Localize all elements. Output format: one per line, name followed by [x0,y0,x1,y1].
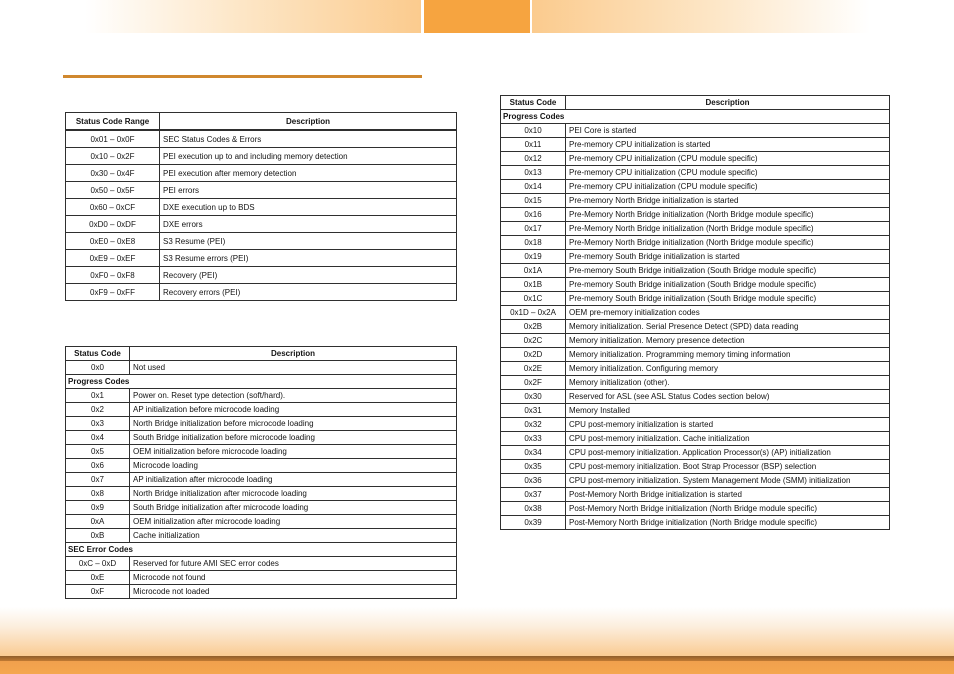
description-cell: Pre-memory CPU initialization is started [566,138,890,152]
table-header-row [66,113,457,131]
table-row [501,194,890,208]
column-header: Description [160,113,457,131]
description-cell: Recovery errors (PEI) [160,284,457,301]
table-row [501,124,890,138]
status-code-cell: 0x30 [501,390,566,404]
status-code-cell: 0xF9 – 0xFF [66,284,160,301]
column-header: Status Code [501,96,566,110]
table-row [66,515,457,529]
table-row [501,138,890,152]
table-header-row [66,347,457,361]
description-cell: CPU post-memory initialization. Application Processor(s) (AP) initialization [566,446,890,460]
table-row [66,148,457,165]
description-cell: North Bridge initialization before microcode loading [130,417,457,431]
table-row [501,432,890,446]
description-cell: Pre-memory South Bridge initialization (South Bridge module specific) [566,292,890,306]
status-code-cell: 0xE9 – 0xEF [66,250,160,267]
table-row [66,130,457,148]
header-banner-left-gradient [85,0,421,33]
description-cell: DXE errors [160,216,457,233]
description-cell: S3 Resume errors (PEI) [160,250,457,267]
table-row [501,460,890,474]
table-row [501,278,890,292]
description-cell: Memory initialization. Memory presence detection [566,334,890,348]
table-row [501,390,890,404]
status-code-cell: 0x17 [501,222,566,236]
description-cell: Memory initialization. Configuring memory [566,362,890,376]
table-row [66,445,457,459]
description-cell: Memory initialization. Programming memory timing information [566,348,890,362]
table-row [501,292,890,306]
table-row [66,571,457,585]
description-cell: Pre-memory South Bridge initialization (South Bridge module specific) [566,264,890,278]
description-cell: Reserved for ASL (see ASL Status Codes section below) [566,390,890,404]
table-row [501,334,890,348]
status-code-cell: 0xE [66,571,130,585]
status-code-cell: 0x4 [66,431,130,445]
status-code-cell: 0x3 [66,417,130,431]
status-code-cell: 0xC – 0xD [66,557,130,571]
status-code-cell: 0x14 [501,180,566,194]
table-row [501,418,890,432]
column-header: Status Code [66,347,130,361]
status-code-cell: 0x10 [501,124,566,138]
table-row [66,182,457,199]
section-label: SEC Error Codes [66,543,457,557]
status-code-cell: 0x18 [501,236,566,250]
section-row [66,543,457,557]
section-divider-rule [63,75,422,78]
table-row [501,376,890,390]
column-header: Description [566,96,890,110]
description-cell: Cache initialization [130,529,457,543]
table-row [501,348,890,362]
description-cell: Memory initialization. Serial Presence Detect (SPD) data reading [566,320,890,334]
description-cell: PEI execution after memory detection [160,165,457,182]
status-code-cell: 0x10 – 0x2F [66,148,160,165]
table-row [501,502,890,516]
table-row [66,585,457,599]
status-code-cell: 0x19 [501,250,566,264]
description-cell: S3 Resume (PEI) [160,233,457,250]
table-row [501,152,890,166]
status-code-cell: 0xF [66,585,130,599]
table-row [501,250,890,264]
status-code-cell: 0xF0 – 0xF8 [66,267,160,284]
section-row [501,110,890,124]
description-cell: AP initialization before microcode loading [130,403,457,417]
status-code-cell: 0x33 [501,432,566,446]
description-cell: Pre-Memory North Bridge initialization (North Bridge module specific) [566,222,890,236]
status-code-cell: 0x5 [66,445,130,459]
table-header-row [501,96,890,110]
sec-status-codes-table [65,346,457,599]
status-code-cell: 0x2D [501,348,566,362]
status-code-cell: 0x60 – 0xCF [66,199,160,216]
table-row [66,529,457,543]
table-row [66,284,457,301]
table-row [66,389,457,403]
description-cell: Reserved for future AMI SEC error codes [130,557,457,571]
description-cell: Pre-memory CPU initialization (CPU module specific) [566,152,890,166]
status-code-cell: 0x36 [501,474,566,488]
description-cell: OEM pre-memory initialization codes [566,306,890,320]
status-code-cell: 0x30 – 0x4F [66,165,160,182]
table-row [66,417,457,431]
table-row [66,267,457,284]
column-header: Description [130,347,457,361]
description-cell: Pre-memory South Bridge initialization (South Bridge module specific) [566,278,890,292]
description-cell: PEI errors [160,182,457,199]
status-code-cell: 0x37 [501,488,566,502]
table-row [501,446,890,460]
table-row [501,320,890,334]
status-code-cell: 0x2C [501,334,566,348]
table-row [66,165,457,182]
table-row [66,403,457,417]
status-code-cell: 0x2E [501,362,566,376]
status-code-cell: 0x16 [501,208,566,222]
table-row [66,557,457,571]
table-row [501,474,890,488]
description-cell: CPU post-memory initialization is started [566,418,890,432]
table-row [501,264,890,278]
footer-banner-gradient [0,607,954,656]
description-cell: PEI execution up to and including memory detection [160,148,457,165]
description-cell: Microcode loading [130,459,457,473]
description-cell: South Bridge initialization before microcode loading [130,431,457,445]
table-row [66,459,457,473]
description-cell: Microcode not found [130,571,457,585]
description-cell: CPU post-memory initialization. Cache initialization [566,432,890,446]
status-code-cell: 0x2F [501,376,566,390]
description-cell: SEC Status Codes & Errors [160,130,457,148]
description-cell: DXE execution up to BDS [160,199,457,216]
status-code-cell: 0x1A [501,264,566,278]
table-row [66,501,457,515]
description-cell: Post-Memory North Bridge initialization is started [566,488,890,502]
table-row [501,236,890,250]
status-code-range-table [65,112,457,301]
column-header: Status Code Range [66,113,160,131]
status-code-cell: 0x9 [66,501,130,515]
table-row [66,431,457,445]
status-code-cell: 0x8 [66,487,130,501]
status-code-cell: 0x0 [66,361,130,375]
status-code-cell: 0x1B [501,278,566,292]
description-cell: OEM initialization before microcode loading [130,445,457,459]
footer-banner-bar [0,661,954,674]
table-row [501,306,890,320]
description-cell: Not used [130,361,457,375]
table-row [501,208,890,222]
status-code-cell: 0x34 [501,446,566,460]
status-code-cell: 0xE0 – 0xE8 [66,233,160,250]
description-cell: Pre-memory CPU initialization (CPU module specific) [566,166,890,180]
status-code-cell: 0x01 – 0x0F [66,130,160,148]
status-code-cell: 0x13 [501,166,566,180]
table-row [66,199,457,216]
table-row [66,250,457,267]
description-cell: Memory Installed [566,404,890,418]
section-row [66,375,457,389]
description-cell: Post-Memory North Bridge initialization (North Bridge module specific) [566,516,890,530]
table-row [501,166,890,180]
description-cell: Pre-Memory North Bridge initialization (North Bridge module specific) [566,236,890,250]
table-row [501,516,890,530]
description-cell: CPU post-memory initialization. Boot Strap Processor (BSP) selection [566,460,890,474]
status-code-cell: 0x15 [501,194,566,208]
section-label: Progress Codes [66,375,457,389]
table-row [66,487,457,501]
description-cell: PEI Core is started [566,124,890,138]
description-cell: Memory initialization (other). [566,376,890,390]
table-row [66,233,457,250]
description-cell: AP initialization after microcode loading [130,473,457,487]
status-code-cell: 0x39 [501,516,566,530]
description-cell: Pre-memory South Bridge initialization is started [566,250,890,264]
table-row [501,488,890,502]
header-banner-center-block [424,0,530,33]
table-row [66,216,457,233]
description-cell: Recovery (PEI) [160,267,457,284]
section-label: Progress Codes [501,110,890,124]
description-cell: Microcode not loaded [130,585,457,599]
status-code-cell: 0x35 [501,460,566,474]
status-code-cell: 0x6 [66,459,130,473]
table-row [501,362,890,376]
description-cell: CPU post-memory initialization. System Management Mode (SMM) initialization [566,474,890,488]
table-row [501,222,890,236]
status-code-cell: 0x1 [66,389,130,403]
description-cell: Post-Memory North Bridge initialization (North Bridge module specific) [566,502,890,516]
table-row [501,404,890,418]
pei-status-codes-table [500,95,890,530]
table-row [66,361,457,375]
status-code-cell: 0x50 – 0x5F [66,182,160,199]
description-cell: Pre-memory CPU initialization (CPU module specific) [566,180,890,194]
status-code-cell: 0x1C [501,292,566,306]
status-code-cell: 0xD0 – 0xDF [66,216,160,233]
status-code-cell: 0xB [66,529,130,543]
table-row [501,180,890,194]
status-code-cell: 0x7 [66,473,130,487]
description-cell: Pre-memory North Bridge initialization is started [566,194,890,208]
status-code-cell: 0x38 [501,502,566,516]
status-code-cell: 0x2 [66,403,130,417]
status-code-cell: 0x2B [501,320,566,334]
status-code-cell: 0x12 [501,152,566,166]
description-cell: South Bridge initialization after microcode loading [130,501,457,515]
status-code-cell: 0x11 [501,138,566,152]
description-cell: Pre-Memory North Bridge initialization (North Bridge module specific) [566,208,890,222]
description-cell: Power on. Reset type detection (soft/hard). [130,389,457,403]
status-code-cell: 0x31 [501,404,566,418]
status-code-cell: 0x1D – 0x2A [501,306,566,320]
status-code-cell: 0x32 [501,418,566,432]
header-banner-right-gradient [532,0,870,33]
description-cell: OEM initialization after microcode loading [130,515,457,529]
status-code-cell: 0xA [66,515,130,529]
table-row [66,473,457,487]
description-cell: North Bridge initialization after microcode loading [130,487,457,501]
